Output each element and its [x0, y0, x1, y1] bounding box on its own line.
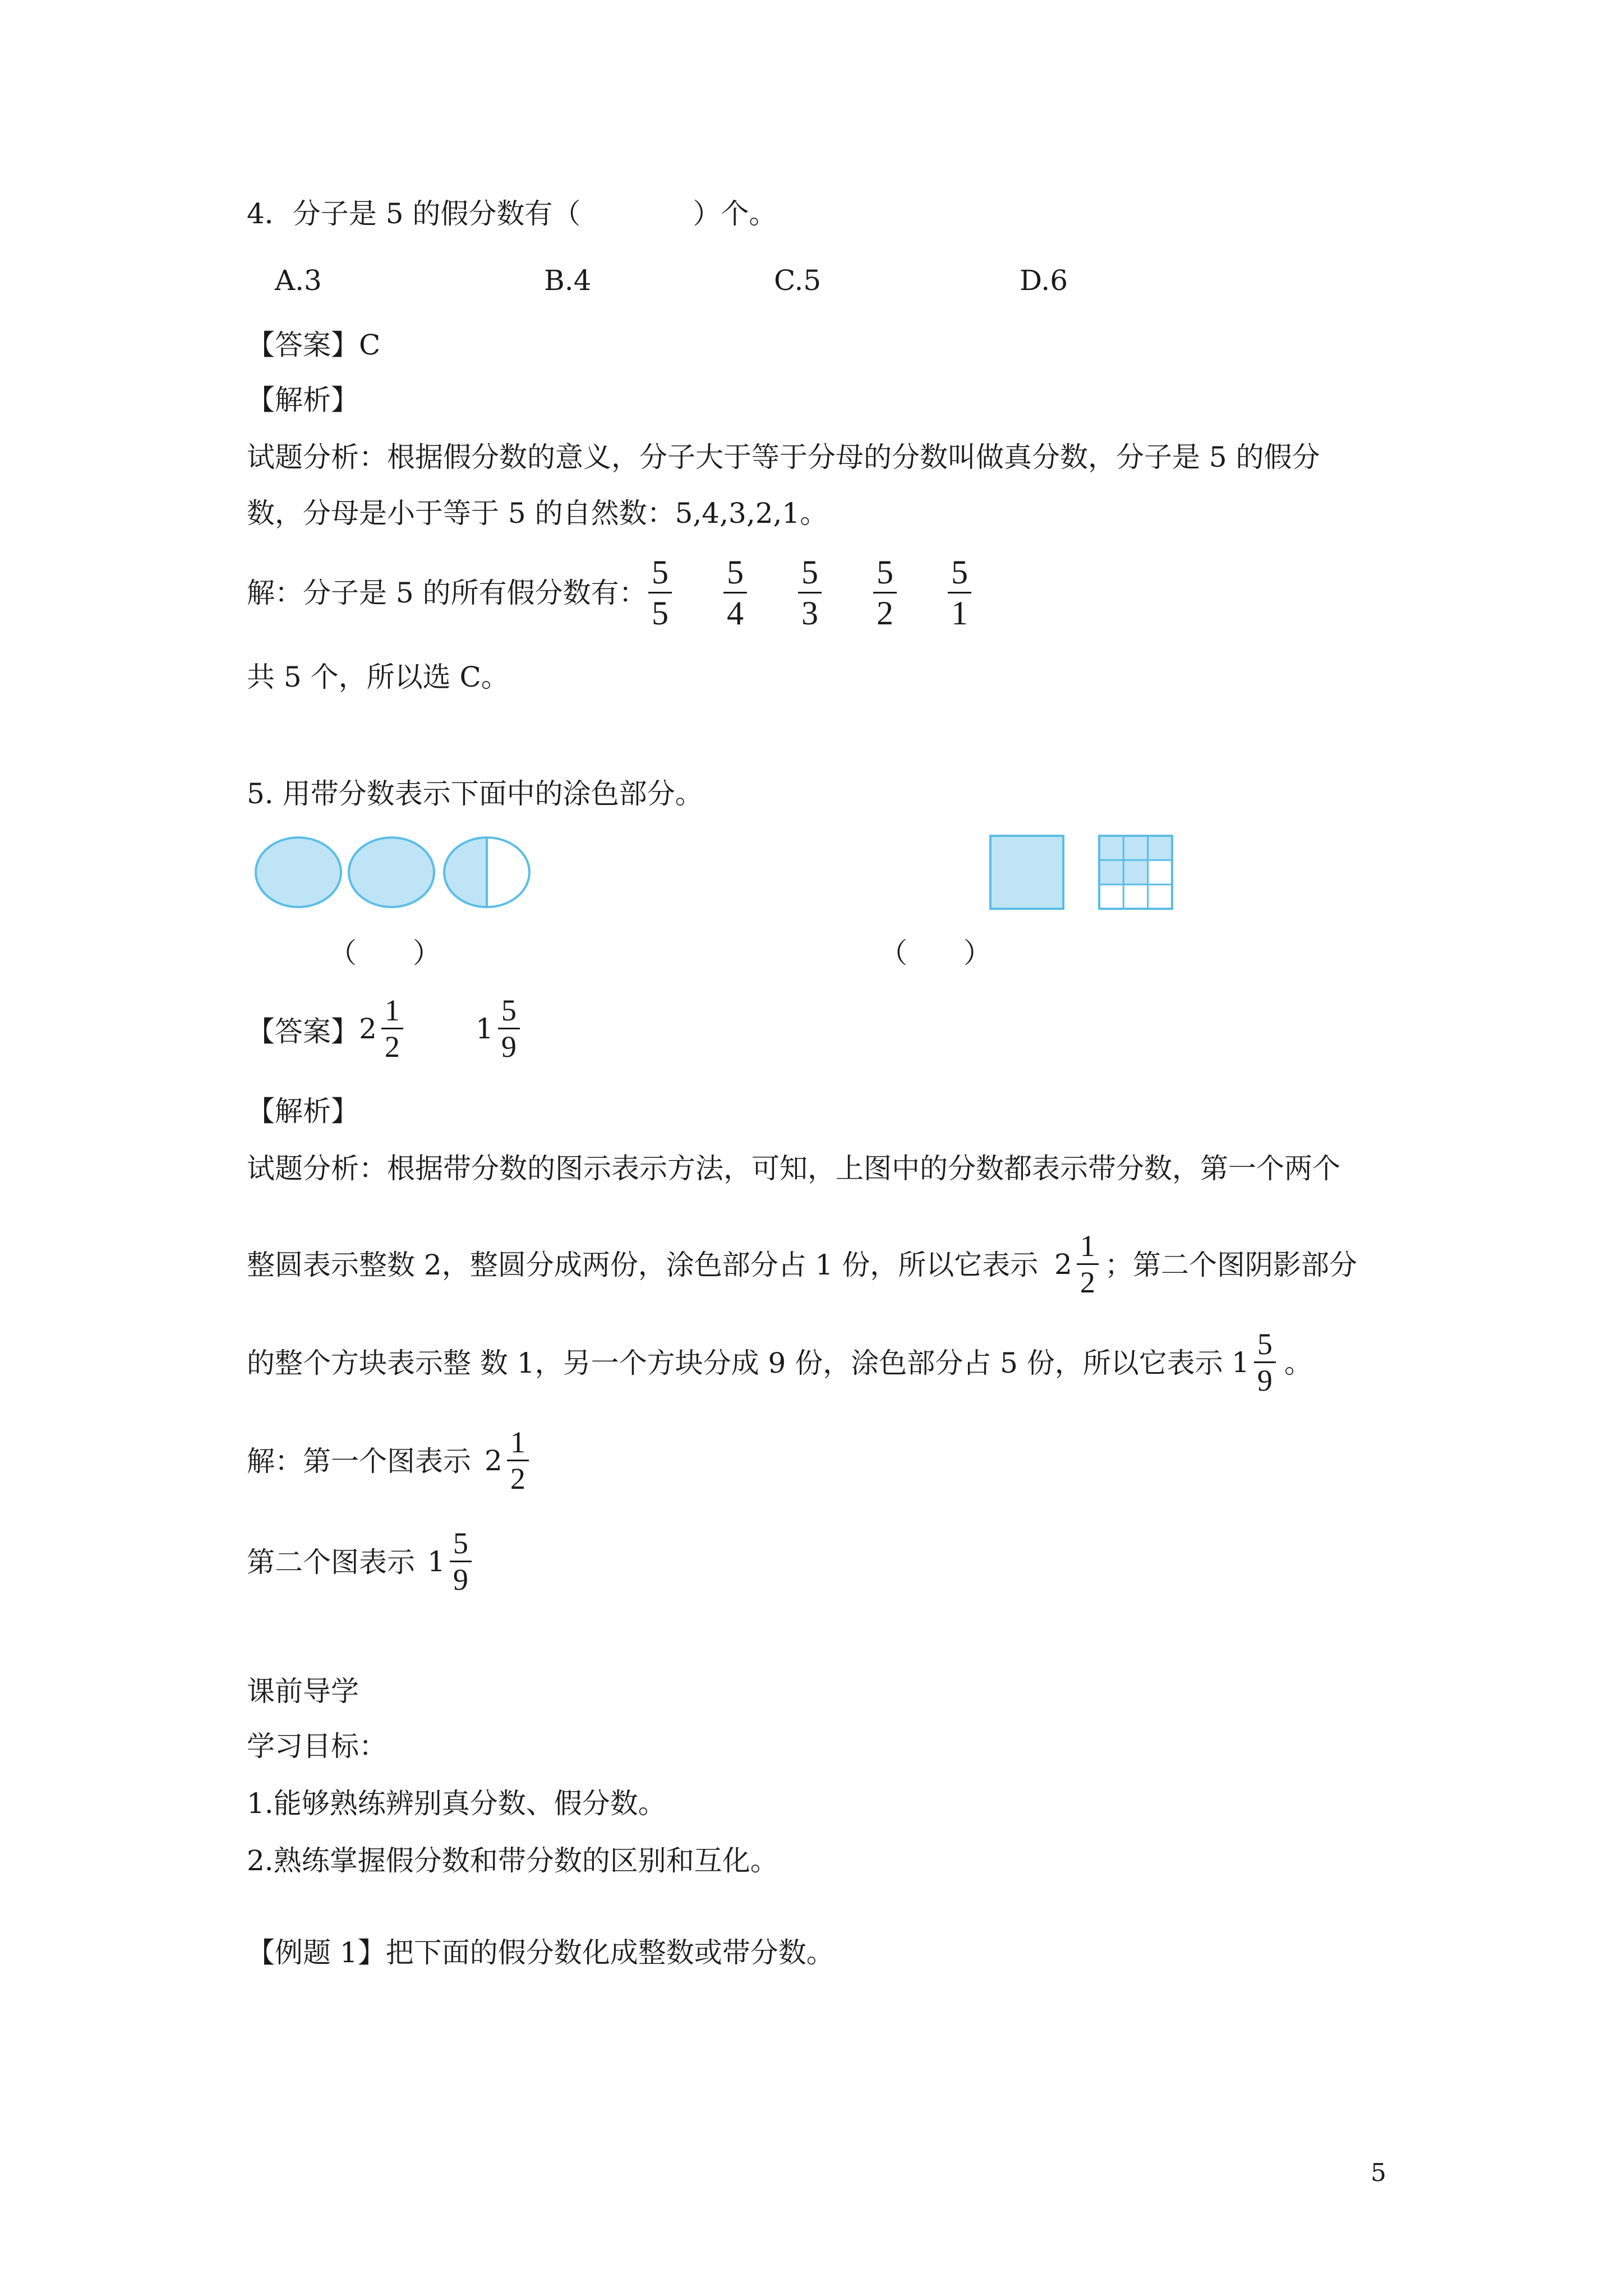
- q5-analysis-line-3b: 。: [1284, 1347, 1312, 1379]
- q4-answer: 【答案】C: [247, 329, 381, 361]
- q4-fraction-5-4: $\frac{5}{4}$: [720, 553, 750, 633]
- q5-blank-2: （ ）: [879, 937, 992, 969]
- q5-analysis-title: 【解析】: [247, 1095, 359, 1128]
- full-square: [990, 836, 1063, 909]
- q4-solution-prefix: 解：分子是 5 的所有假分数有：: [247, 577, 647, 609]
- page-number: 5: [1371, 2159, 1386, 2187]
- ninths-square: [1099, 836, 1172, 909]
- q4-fraction-5-3: $\frac{5}{3}$: [795, 553, 825, 633]
- example-1: 【例题 1】把下面的假分数化成整数或带分数。: [247, 1936, 834, 1969]
- q5-squares-figure: [987, 830, 1178, 914]
- full-circle-2: [349, 838, 434, 907]
- q5-analysis-mixed-2: 1 $\frac{5}{9}$: [1232, 1327, 1279, 1398]
- q5-circles-figure: [247, 830, 538, 914]
- q4-analysis-title: 【解析】: [247, 384, 359, 416]
- q5-analysis-line-1: 试题分析：根据带分数的图示表示方法，可知，上图中的分数都表示带分数，第一个两个: [247, 1152, 1340, 1185]
- goal-2: 2.熟练掌握假分数和带分数的区别和互化。: [247, 1844, 778, 1877]
- q4-fraction-5-1: $\frac{5}{1}$: [944, 553, 975, 633]
- q4-conclusion: 共 5 个，所以选 C。: [247, 661, 509, 693]
- q5-analysis-line-2a: 整圆表示整数 2，整圆分成两份，涂色部分占 1 份，所以它表示: [247, 1249, 1039, 1281]
- q5-answer-2: 1 $\frac{5}{9}$: [476, 993, 523, 1064]
- q5-solution-1-prefix: 解：第一个图表示: [247, 1445, 471, 1478]
- q4-option-b: B.4: [544, 264, 592, 297]
- q4-analysis-line-1: 试题分析：根据假分数的意义，分子大于等于分母的分数叫做真分数，分子是 5 的假分: [247, 441, 1320, 473]
- q5-solution-mixed-2: 1 $\frac{5}{9}$: [427, 1526, 475, 1597]
- q5-answer-1: 2 $\frac{1}{2}$: [359, 993, 407, 1064]
- q5-question: 5. 用带分数表示下面中的涂色部分。: [247, 777, 703, 810]
- q4-option-d: D.6: [1020, 264, 1068, 297]
- q5-analysis-line-2b: ；第二个图阴影部分: [1105, 1249, 1357, 1281]
- q4-option-a: A.3: [275, 264, 322, 297]
- q4-fraction-5-5: $\frac{5}{5}$: [645, 553, 675, 633]
- goal-1: 1.能够熟练辨别真分数、假分数。: [247, 1787, 666, 1820]
- q4-option-c: C.5: [774, 264, 822, 297]
- q4-analysis-line-2: 数，分母是小于等于 5 的自然数：5,4,3,2,1。: [247, 497, 828, 530]
- q5-blank-1: （ ）: [329, 937, 441, 969]
- q4-fraction-5-2: $\frac{5}{2}$: [870, 553, 900, 633]
- q5-analysis-line-3a: 的整个方块表示整 数 1，另一个方块分成 9 份，涂色部分占 5 份，所以它表示: [247, 1347, 1223, 1379]
- q5-solution-2-prefix: 第二个图表示: [247, 1546, 415, 1579]
- goal-title: 学习目标：: [247, 1730, 387, 1763]
- preview-title: 课前导学: [247, 1675, 359, 1708]
- q5-solution-mixed-1: 2 $\frac{1}{2}$: [485, 1425, 532, 1496]
- q5-analysis-mixed-1: 2 $\frac{1}{2}$: [1054, 1228, 1102, 1300]
- full-circle-1: [256, 838, 341, 907]
- q4-question: 4．分子是 5 的假分数有（ ）个。: [247, 197, 777, 230]
- q5-answer-label: 【答案】: [247, 1015, 359, 1048]
- half-circle-shaded: [444, 838, 487, 907]
